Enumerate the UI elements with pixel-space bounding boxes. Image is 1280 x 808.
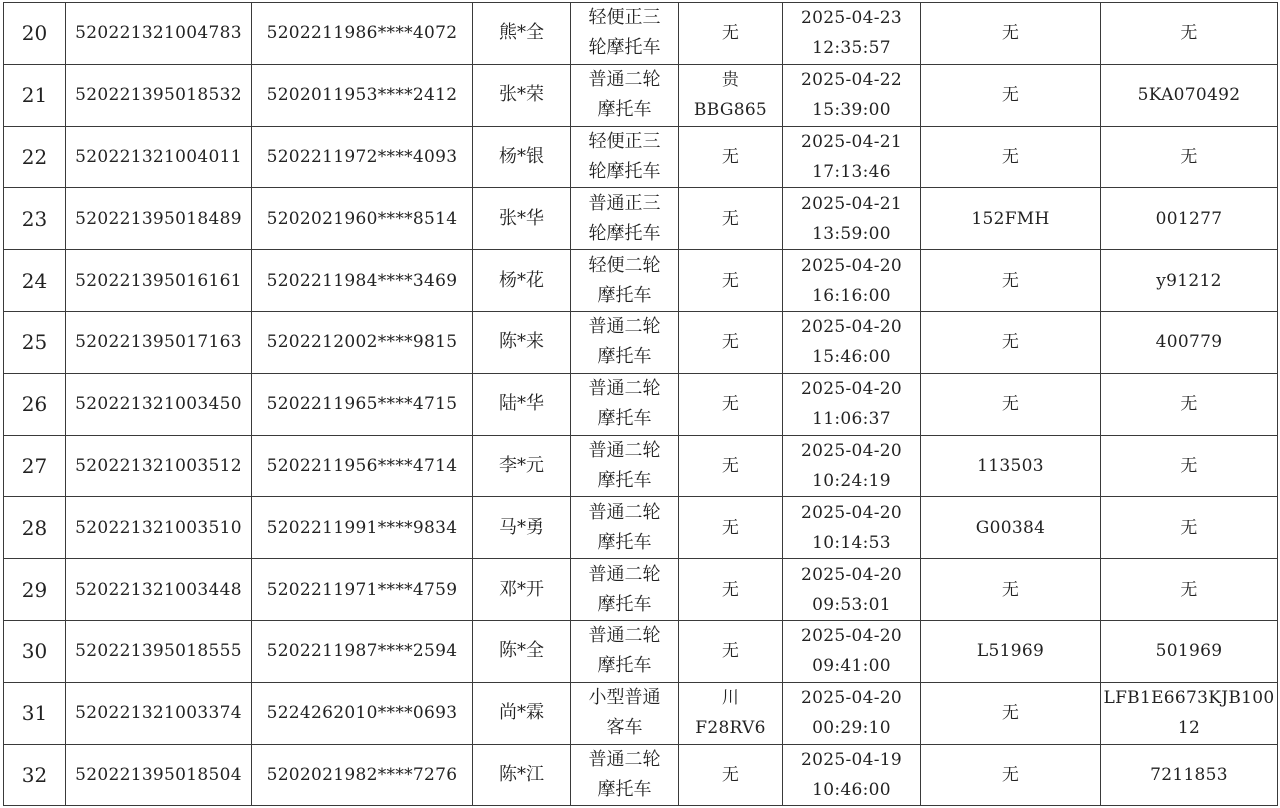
engine-number-cell-line: 无 <box>1001 394 1020 415</box>
id-number-cell: 5202211987****2594 <box>252 620 473 682</box>
vehicle-type-cell-line: 摩托车 <box>597 346 652 368</box>
datetime-cell-line: 15:46:00 <box>812 347 891 368</box>
vehicle-type-cell-line: 轮摩托车 <box>588 160 661 182</box>
vehicle-type-cell-line: 普通二轮 <box>588 439 661 461</box>
engine-number-cell <box>921 188 1101 250</box>
row-number-cell: 24 <box>4 250 66 312</box>
datetime-cell-line: 17:13:46 <box>812 161 891 182</box>
plate-number-cell-line: 无 <box>721 764 740 785</box>
person-name-cell: 杨*花 <box>473 250 571 312</box>
plate-number-cell <box>679 188 783 250</box>
plate-number-cell-line: 无 <box>721 23 740 44</box>
vehicle-type-cell-line: 摩托车 <box>597 531 652 553</box>
person-name-cell: 陈*江 <box>473 744 571 806</box>
vehicle-type-cell <box>571 250 679 312</box>
vehicle-type-cell-line: 普通二轮 <box>588 563 661 585</box>
datetime-cell-line: 2025-04-20 <box>800 255 902 276</box>
plate-number-cell <box>679 3 783 65</box>
engine-number-cell <box>921 497 1101 559</box>
vehicle-type-cell <box>571 559 679 621</box>
engine-number-cell-line: 113503 <box>977 455 1044 476</box>
datetime-cell-line: 10:14:53 <box>812 532 891 553</box>
frame-number-cell <box>1101 744 1278 806</box>
id-number-cell: 5202211956****4714 <box>252 435 473 497</box>
plate-number-cell <box>679 64 783 126</box>
datetime-cell <box>783 435 921 497</box>
vehicle-type-cell-line: 摩托车 <box>597 408 652 430</box>
table-row <box>4 559 1278 621</box>
datetime-cell-line: 13:59:00 <box>812 223 891 244</box>
table-row <box>4 126 1278 188</box>
datetime-cell <box>783 188 921 250</box>
plate-number-cell-line: BBG865 <box>693 100 768 121</box>
table-row <box>4 250 1278 312</box>
row-number-cell: 29 <box>4 559 66 621</box>
datetime-cell-line: 2025-04-19 <box>800 749 902 770</box>
plate-number-cell-line: 无 <box>721 579 740 600</box>
frame-number-cell-line: 12 <box>1177 718 1201 739</box>
engine-number-cell-line: 无 <box>1001 146 1020 167</box>
vehicle-type-cell-line: 轻便二轮 <box>588 254 661 276</box>
frame-number-cell-line: 无 <box>1180 579 1198 600</box>
person-name-cell: 张*荣 <box>473 64 571 126</box>
plate-number-cell <box>679 682 783 744</box>
engine-number-cell <box>921 373 1101 435</box>
plate-number-cell-line: F28RV6 <box>695 718 766 739</box>
datetime-cell-line: 2025-04-22 <box>800 70 902 91</box>
frame-number-cell <box>1101 682 1278 744</box>
person-name-cell: 尚*霖 <box>473 682 571 744</box>
row-number-cell: 26 <box>4 373 66 435</box>
frame-number-cell <box>1101 373 1278 435</box>
engine-number-cell-line: 无 <box>1001 23 1020 44</box>
frame-number-cell <box>1101 250 1278 312</box>
table-row <box>4 188 1278 250</box>
table-row <box>4 497 1278 559</box>
plate-number-cell-line: 无 <box>721 394 740 415</box>
frame-number-cell-line: 无 <box>1180 394 1198 415</box>
frame-number-cell <box>1101 64 1278 126</box>
frame-number-cell-line: 无 <box>1180 146 1198 167</box>
frame-number-cell <box>1101 126 1278 188</box>
row-number-cell: 27 <box>4 435 66 497</box>
record-id-cell: 520221321003448 <box>66 559 252 621</box>
plate-number-cell-line: 无 <box>721 641 740 662</box>
vehicle-type-cell-line: 摩托车 <box>597 99 652 121</box>
vehicle-type-cell-line: 轮摩托车 <box>588 37 661 59</box>
engine-number-cell-line: 152FMH <box>971 208 1050 229</box>
record-id-cell: 520221321003374 <box>66 682 252 744</box>
row-number-cell: 22 <box>4 126 66 188</box>
datetime-cell-line: 2025-04-20 <box>800 502 902 523</box>
id-number-cell: 5202011953****2412 <box>252 64 473 126</box>
id-number-cell: 5202211972****4093 <box>252 126 473 188</box>
vehicle-type-cell-line: 普通二轮 <box>588 316 661 338</box>
frame-number-cell <box>1101 188 1278 250</box>
plate-number-cell <box>679 435 783 497</box>
datetime-cell-line: 2025-04-20 <box>800 688 902 709</box>
datetime-cell <box>783 744 921 806</box>
datetime-cell <box>783 497 921 559</box>
engine-number-cell-line: 无 <box>1001 85 1020 106</box>
record-id-cell: 520221395018504 <box>66 744 252 806</box>
table-row <box>4 311 1278 373</box>
vehicle-type-cell-line: 摩托车 <box>597 469 652 491</box>
plate-number-cell <box>679 250 783 312</box>
frame-number-cell <box>1101 311 1278 373</box>
person-name-cell: 马*勇 <box>473 497 571 559</box>
record-id-cell: 520221321003510 <box>66 497 252 559</box>
id-number-cell: 5202211991****9834 <box>252 497 473 559</box>
id-number-cell: 5202211971****4759 <box>252 559 473 621</box>
records-table <box>3 2 1278 806</box>
person-name-cell: 陆*华 <box>473 373 571 435</box>
engine-number-cell <box>921 126 1101 188</box>
row-number-cell: 28 <box>4 497 66 559</box>
record-id-cell: 520221395017163 <box>66 311 252 373</box>
plate-number-cell <box>679 497 783 559</box>
plate-number-cell <box>679 620 783 682</box>
person-name-cell: 张*华 <box>473 188 571 250</box>
datetime-cell <box>783 682 921 744</box>
datetime-cell-line: 2025-04-20 <box>800 440 902 461</box>
vehicle-type-cell <box>571 682 679 744</box>
id-number-cell: 5202212002****9815 <box>252 311 473 373</box>
table-body <box>4 3 1278 806</box>
vehicle-type-cell <box>571 126 679 188</box>
engine-number-cell <box>921 559 1101 621</box>
frame-number-cell <box>1101 497 1278 559</box>
engine-number-cell <box>921 744 1101 806</box>
record-id-cell: 520221321003512 <box>66 435 252 497</box>
vehicle-type-cell <box>571 3 679 65</box>
vehicle-type-cell-line: 小型普通 <box>588 687 661 709</box>
engine-number-cell-line: 无 <box>1001 579 1020 600</box>
vehicle-type-cell <box>571 620 679 682</box>
person-name-cell: 陈*来 <box>473 311 571 373</box>
datetime-cell <box>783 250 921 312</box>
datetime-cell <box>783 620 921 682</box>
plate-number-cell <box>679 373 783 435</box>
frame-number-cell-line: y91212 <box>1156 270 1222 291</box>
frame-number-cell-line: 400779 <box>1155 332 1223 353</box>
plate-number-cell <box>679 126 783 188</box>
datetime-cell-line: 09:53:01 <box>812 594 891 615</box>
row-number-cell: 20 <box>4 3 66 65</box>
plate-number-cell-line: 川 <box>721 688 740 709</box>
id-number-cell: 5202021960****8514 <box>252 188 473 250</box>
row-number-cell: 32 <box>4 744 66 806</box>
vehicle-type-cell-line: 普通正三 <box>588 192 661 214</box>
row-number-cell: 23 <box>4 188 66 250</box>
frame-number-cell-line: 5KA070492 <box>1137 85 1241 106</box>
frame-number-cell-line: 无 <box>1180 23 1198 44</box>
vehicle-type-cell-line: 轻便正三 <box>588 130 661 152</box>
table-row <box>4 682 1278 744</box>
engine-number-cell-line: 无 <box>1001 703 1020 724</box>
vehicle-type-cell-line: 普通二轮 <box>588 69 661 91</box>
engine-number-cell <box>921 250 1101 312</box>
datetime-cell <box>783 64 921 126</box>
datetime-cell-line: 2025-04-20 <box>800 317 902 338</box>
engine-number-cell-line: 无 <box>1001 270 1020 291</box>
engine-number-cell-line: 无 <box>1001 332 1020 353</box>
frame-number-cell-line: 7211853 <box>1150 764 1228 785</box>
plate-number-cell-line: 无 <box>721 455 740 476</box>
plate-number-cell-line: 无 <box>721 146 740 167</box>
vehicle-type-cell <box>571 373 679 435</box>
table-row <box>4 620 1278 682</box>
datetime-cell-line: 09:41:00 <box>812 656 891 677</box>
record-id-cell: 520221395018555 <box>66 620 252 682</box>
engine-number-cell <box>921 311 1101 373</box>
datetime-cell <box>783 3 921 65</box>
frame-number-cell-line: 无 <box>1180 455 1198 476</box>
datetime-cell-line: 10:24:19 <box>812 470 891 491</box>
datetime-cell-line: 16:16:00 <box>812 285 891 306</box>
person-name-cell: 杨*银 <box>473 126 571 188</box>
datetime-cell <box>783 559 921 621</box>
plate-number-cell-line: 无 <box>721 517 740 538</box>
datetime-cell-line: 00:29:10 <box>812 718 891 739</box>
vehicle-type-cell <box>571 744 679 806</box>
person-name-cell: 陈*全 <box>473 620 571 682</box>
datetime-cell-line: 2025-04-20 <box>800 564 902 585</box>
row-number-cell: 30 <box>4 620 66 682</box>
vehicle-type-cell-line: 摩托车 <box>597 778 652 800</box>
record-id-cell: 520221321004011 <box>66 126 252 188</box>
datetime-cell-line: 2025-04-23 <box>800 8 902 29</box>
frame-number-cell <box>1101 559 1278 621</box>
vehicle-type-cell-line: 摩托车 <box>597 284 652 306</box>
table-row <box>4 373 1278 435</box>
datetime-cell-line: 2025-04-20 <box>800 379 902 400</box>
plate-number-cell <box>679 559 783 621</box>
record-id-cell: 520221395018532 <box>66 64 252 126</box>
record-id-cell: 520221321004783 <box>66 3 252 65</box>
id-number-cell: 5202211986****4072 <box>252 3 473 65</box>
frame-number-cell <box>1101 3 1278 65</box>
vehicle-type-cell-line: 轮摩托车 <box>588 222 661 244</box>
datetime-cell <box>783 311 921 373</box>
vehicle-type-cell-line: 普通二轮 <box>588 378 661 400</box>
datetime-cell <box>783 126 921 188</box>
vehicle-type-cell <box>571 497 679 559</box>
frame-number-cell <box>1101 435 1278 497</box>
plate-number-cell-line: 无 <box>721 208 740 229</box>
datetime-cell-line: 11:06:37 <box>812 409 891 430</box>
id-number-cell: 5202211984****3469 <box>252 250 473 312</box>
person-name-cell: 熊*全 <box>473 3 571 65</box>
engine-number-cell <box>921 620 1101 682</box>
id-number-cell: 5202021982****7276 <box>252 744 473 806</box>
datetime-cell-line: 2025-04-21 <box>800 193 902 214</box>
datetime-cell <box>783 373 921 435</box>
engine-number-cell <box>921 3 1101 65</box>
vehicle-type-cell-line: 普通二轮 <box>588 501 661 523</box>
vehicle-type-cell-line: 摩托车 <box>597 593 652 615</box>
table-row <box>4 435 1278 497</box>
vehicle-type-cell-line: 轻便正三 <box>588 7 661 29</box>
row-number-cell: 25 <box>4 311 66 373</box>
plate-number-cell <box>679 744 783 806</box>
frame-number-cell-line: 001277 <box>1155 208 1223 229</box>
engine-number-cell-line: G00384 <box>975 517 1046 538</box>
engine-number-cell <box>921 64 1101 126</box>
vehicle-type-cell-line: 摩托车 <box>597 655 652 677</box>
frame-number-cell <box>1101 620 1278 682</box>
datetime-cell-line: 2025-04-21 <box>800 131 902 152</box>
engine-number-cell-line: 无 <box>1001 764 1020 785</box>
frame-number-cell-line: LFB1E6673KJB100 <box>1103 688 1275 709</box>
vehicle-type-cell-line: 客车 <box>606 717 643 739</box>
person-name-cell: 邓*开 <box>473 559 571 621</box>
row-number-cell: 21 <box>4 64 66 126</box>
frame-number-cell-line: 501969 <box>1155 641 1223 662</box>
vehicle-type-cell-line: 普通二轮 <box>588 625 661 647</box>
datetime-cell-line: 2025-04-20 <box>800 626 902 647</box>
table-row <box>4 744 1278 806</box>
vehicle-type-cell <box>571 435 679 497</box>
datetime-cell-line: 12:35:57 <box>812 38 891 59</box>
person-name-cell: 李*元 <box>473 435 571 497</box>
record-id-cell: 520221395018489 <box>66 188 252 250</box>
engine-number-cell <box>921 682 1101 744</box>
plate-number-cell-line: 无 <box>721 332 740 353</box>
plate-number-cell-line: 贵 <box>721 70 740 91</box>
plate-number-cell <box>679 311 783 373</box>
record-id-cell: 520221395016161 <box>66 250 252 312</box>
plate-number-cell-line: 无 <box>721 270 740 291</box>
id-number-cell: 5202211965****4715 <box>252 373 473 435</box>
table-row <box>4 64 1278 126</box>
datetime-cell-line: 10:46:00 <box>812 779 891 800</box>
id-number-cell: 5224262010****0693 <box>252 682 473 744</box>
frame-number-cell-line: 无 <box>1180 517 1198 538</box>
engine-number-cell-line: L51969 <box>976 641 1045 662</box>
vehicle-type-cell <box>571 64 679 126</box>
vehicle-type-cell <box>571 311 679 373</box>
vehicle-type-cell-line: 普通二轮 <box>588 748 661 770</box>
vehicle-type-cell <box>571 188 679 250</box>
record-id-cell: 520221321003450 <box>66 373 252 435</box>
table-row <box>4 3 1278 65</box>
datetime-cell-line: 15:39:00 <box>812 100 891 121</box>
engine-number-cell <box>921 435 1101 497</box>
row-number-cell: 31 <box>4 682 66 744</box>
